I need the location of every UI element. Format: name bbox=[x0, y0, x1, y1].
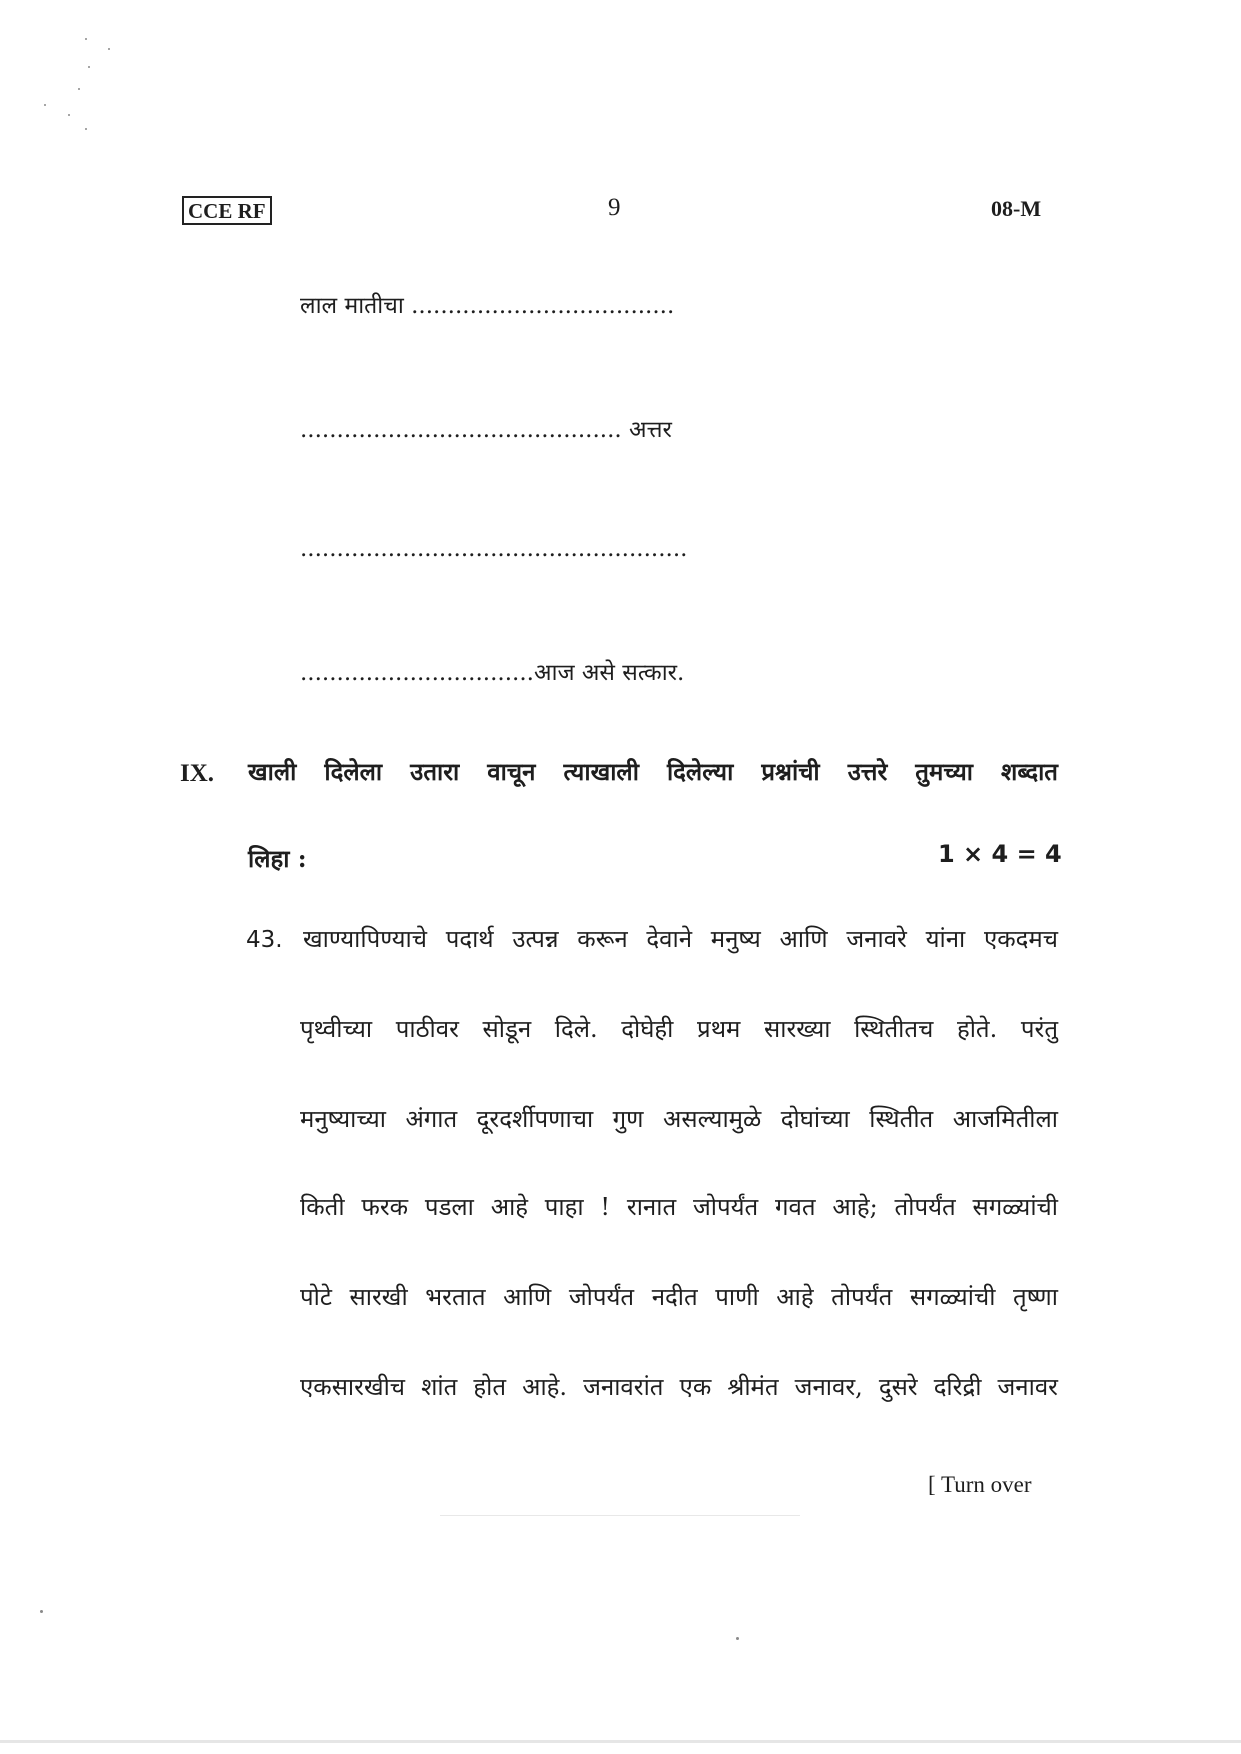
section-instruction: खाली दिलेला उतारा वाचून त्याखाली दिलेल्या प्रश्नांची उत्तरे तुमच्या शब्दात bbox=[248, 757, 1058, 786]
scan-speck bbox=[108, 48, 110, 50]
passage-line: मनुष्याच्या अंगात दूरदर्शीपणाचा गुण असल्यामुळे दोघांच्या स्थितीत आजमितीला bbox=[300, 1105, 1058, 1133]
question-number: 43. bbox=[246, 927, 283, 953]
passage-line: एकसारखीच शांत होत आहे. जनावरांत एक श्रीमंत जनावर, दुसरे दरिद्री जनावर bbox=[300, 1373, 1058, 1401]
poem-line-3: ..................................................... bbox=[300, 536, 688, 562]
section-marks: 1 × 4 = 4 bbox=[938, 840, 1062, 868]
passage-line: किती फरक पडला आहे पाहा ! रानात जोपर्यंत गवत आहे; तोपर्यंत सगळ्यांची bbox=[300, 1193, 1058, 1221]
scan-speck bbox=[85, 38, 87, 40]
scan-speck bbox=[78, 88, 80, 90]
poem-line-2: ............................................ अत्तर bbox=[300, 417, 672, 443]
scan-artifact-rule bbox=[440, 1515, 800, 1516]
section-instruction-continued: लिहा : bbox=[248, 844, 307, 873]
poem-line-1: लाल मातीचा .................................... bbox=[300, 293, 675, 319]
passage-line: पोटे सारखी भरतात आणि जोपर्यंत नदीत पाणी आहे तोपर्यंत सगळ्यांची तृष्णा bbox=[300, 1283, 1058, 1311]
scan-speck bbox=[68, 114, 70, 116]
turn-over-label: [ Turn over bbox=[928, 1472, 1032, 1497]
page-number: 9 bbox=[608, 194, 621, 221]
scan-speck bbox=[44, 104, 46, 106]
scan-speck bbox=[40, 1610, 43, 1613]
section-number: IX. bbox=[180, 760, 215, 787]
scan-speck bbox=[736, 1637, 739, 1640]
paper-code: 08-M bbox=[991, 196, 1042, 221]
page-bottom-edge bbox=[0, 1740, 1241, 1743]
course-code-box: CCE RF bbox=[182, 196, 272, 225]
passage-line: पृथ्वीच्या पाठीवर सोडून दिले. दोघेही प्रथम सारख्या स्थितीतच होते. परंतु bbox=[300, 1015, 1058, 1043]
passage-line: खाण्यापिण्याचे पदार्थ उत्पन्न करून देवाने मनुष्य आणि जनावरे यांना एकदमच bbox=[303, 925, 1058, 953]
scan-speck bbox=[85, 128, 87, 130]
poem-line-4: ................................आज असे सत्कार. bbox=[300, 660, 685, 686]
scan-speck bbox=[88, 66, 90, 68]
